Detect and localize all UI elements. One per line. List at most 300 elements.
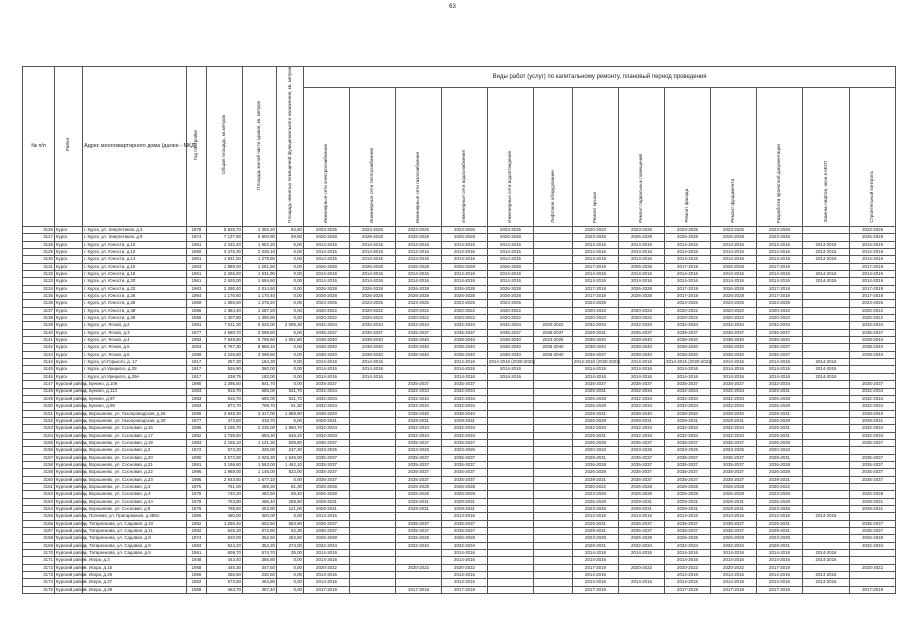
row-work-period: 2032-2034 — [665, 395, 711, 402]
row-work-period — [534, 248, 573, 255]
row-work-period — [803, 307, 850, 314]
row-work-period — [350, 432, 396, 439]
row-area-total: 9 767,30 — [207, 344, 243, 351]
row-work-period — [488, 454, 534, 461]
row-work-period — [488, 417, 534, 424]
row-area-living: 1 278,20 — [243, 300, 277, 307]
row-work-period — [488, 395, 534, 402]
row-area-nonliving: 52,30 — [277, 528, 304, 535]
row-area-total: 573,60 — [207, 579, 243, 586]
row-district: Курский район — [56, 528, 86, 533]
row-work-period: 2026-2028 — [396, 263, 442, 270]
row-work-period: 2032-2034 — [850, 322, 896, 329]
table-row — [23, 542, 896, 549]
table-row — [23, 285, 896, 292]
row-area-living: 1 982,20 — [243, 241, 277, 248]
row-work-period: 2023-2025 — [573, 491, 619, 498]
row-work-period: 2032-2034 — [665, 403, 711, 410]
row-address: г. Курск, ул.Горького, д. 17 — [83, 359, 187, 366]
row-address: д. Ворошнево, ул. Сосновая, д.23 — [83, 476, 187, 483]
row-area-nonliving: 0,00 — [277, 344, 304, 351]
row-area-living: 362,50 — [243, 535, 277, 542]
row-work-period: 2026-2028 — [396, 491, 442, 498]
row-work-period: 2014-2016 — [488, 373, 534, 380]
row-work-period — [488, 528, 534, 535]
row-work-period: 2035-2037 — [350, 329, 396, 336]
row-district: Курск — [55, 278, 83, 285]
row-work-period: 2014-2016 — [711, 579, 757, 586]
row-area-living: 1 694,60 — [243, 278, 277, 285]
row-work-period: 2014-2016 — [757, 557, 803, 564]
row-district: Курский район — [56, 476, 86, 482]
row-work-period: 2014-2016 — [304, 278, 350, 285]
row-number: 3151 — [23, 410, 55, 417]
row-work-period: 2026-2028 — [573, 403, 619, 410]
row-work-period — [350, 469, 396, 476]
row-work-period: 2014-2016 — [573, 366, 619, 373]
row-work-period: 2023-2025 — [442, 447, 488, 454]
row-work-period: 2023-2025 — [442, 300, 488, 307]
row-work-period: 2014-2016 — [619, 271, 665, 278]
row-area-nonliving: 1 889,90 — [277, 410, 304, 417]
row-district: Курский район — [56, 542, 86, 548]
row-work-period: 2035-2037 — [619, 476, 665, 483]
row-district: Курский район — [56, 579, 86, 585]
row-work-period — [534, 425, 573, 432]
row-address: г. Курск, ул. Юности, д.10 — [83, 241, 187, 248]
row-work-period: 2032-2034 — [304, 403, 350, 410]
row-work-period: 2035-2037 — [850, 476, 896, 483]
row-work-period: 2023-2025 — [396, 447, 442, 454]
row-work-period: 2029-2031 — [850, 506, 896, 513]
row-area-living: 230,50 — [243, 572, 277, 579]
row-work-period: 2026-2028 — [665, 483, 711, 490]
row-area-nonliving: 0,00 — [277, 271, 304, 278]
header-work-6: Ремонт крыши — [573, 87, 619, 226]
row-work-period — [350, 403, 396, 410]
row-number: 3169 — [23, 542, 55, 549]
header-work-1: Инженерные сети теплоснабжения — [350, 87, 396, 226]
row-work-period — [534, 535, 573, 542]
row-area-nonliving: 0,00 — [277, 351, 304, 358]
row-work-period: 2014-2016 — [573, 550, 619, 557]
row-work-period — [534, 476, 573, 483]
row-work-period — [534, 381, 573, 388]
row-work-period: 2014-2016 — [711, 241, 757, 248]
row-district: Курский район — [56, 461, 86, 467]
row-district: Курский район — [56, 425, 86, 431]
row-work-period: 2026-2028 — [396, 234, 442, 241]
row-district: Курский район — [56, 586, 86, 592]
row-work-period: 2017-2019 — [573, 285, 619, 292]
row-work-period: 2032-2034 — [304, 388, 350, 395]
row-work-period — [534, 528, 573, 535]
row-work-period — [850, 557, 896, 564]
row-year: 1977 — [187, 329, 207, 336]
row-work-period: 2032-2034 — [573, 322, 619, 329]
row-work-period: 2032-2034 — [711, 432, 757, 439]
row-work-period: 2014-2016 — [442, 373, 488, 380]
row-area-living: 574,70 — [243, 550, 277, 557]
row-area-living: 602,50 — [243, 520, 277, 527]
row-work-period: 2029-2031 — [757, 528, 803, 535]
row-district: Курск — [55, 256, 83, 263]
row-work-period: 2017-2019 — [573, 293, 619, 300]
row-area-total: 916,70 — [207, 388, 243, 395]
row-work-period: 2035-2037 — [665, 528, 711, 535]
row-address: д. Ворошнево, ул. Сосновая, д.5 — [83, 506, 187, 513]
row-work-period: 2026-2028 — [573, 439, 619, 446]
row-work-period: 2038-2040 — [442, 351, 488, 358]
row-area-nonliving: 62,60 — [277, 226, 304, 233]
row-district: Курск — [55, 322, 83, 329]
row-work-period: 2014-2016 — [665, 278, 711, 285]
row-work-period: 2035-2037 — [850, 381, 896, 388]
row-work-period — [803, 395, 850, 402]
row-area-total: 1 384,40 — [207, 307, 243, 314]
row-area-nonliving: 237,30 — [277, 447, 304, 454]
row-work-period: 2020-2022 — [488, 315, 534, 322]
row-work-period: 2020-2022 — [304, 564, 350, 571]
table-row — [23, 557, 896, 564]
row-area-total: 257,30 — [207, 359, 243, 366]
row-work-period: 2020-2022 — [488, 307, 534, 314]
row-work-period: 2014-2016 — [350, 373, 396, 380]
row-work-period: 2014-2016 — [803, 550, 850, 557]
row-work-period: 2038-2040 — [350, 344, 396, 351]
row-area-nonliving: 546,20 — [277, 432, 304, 439]
row-work-period: 2026-2028 — [619, 535, 665, 542]
row-number: 3175 — [23, 586, 55, 593]
row-work-period: 2014-2016 — [665, 241, 711, 248]
row-number: 3165 — [23, 513, 55, 520]
row-work-period: 2035-2037 — [850, 454, 896, 461]
row-work-period — [396, 366, 442, 373]
row-address: г. Курск, ул. Юности, д.14 — [83, 256, 187, 263]
row-number: 3132 — [23, 271, 55, 278]
row-district: Курск — [55, 263, 83, 270]
row-work-period: 2032-2034 — [711, 395, 757, 402]
row-work-period: 2029-2031 — [850, 498, 896, 505]
row-work-period: 2014-2016 — [803, 256, 850, 263]
row-work-period: 2032-2034 — [757, 322, 803, 329]
row-work-period — [350, 506, 396, 513]
row-work-period: 2023-2025 — [711, 447, 757, 454]
row-work-period: 2032-2034 — [488, 322, 534, 329]
row-address: д. Бунино, д.99 — [83, 403, 187, 410]
row-area-nonliving: 274,00 — [277, 542, 304, 549]
row-work-period: 2038-2040 — [304, 351, 350, 358]
row-number: 3141 — [23, 337, 55, 344]
row-work-period: 2032-2034 — [573, 425, 619, 432]
row-work-period: 2032-2034 — [665, 388, 711, 395]
row-district: Курский район — [56, 564, 86, 570]
row-work-period: 2014-2016 — [850, 256, 896, 263]
row-district: Курск — [55, 344, 83, 351]
row-work-period — [488, 520, 534, 527]
row-work-period — [350, 439, 396, 446]
row-number: 3160 — [23, 476, 55, 483]
row-work-period: 2026-2028 — [304, 285, 350, 292]
row-work-period: 2014-2016 — [619, 366, 665, 373]
row-area-total: 480,00 — [207, 513, 243, 520]
row-work-period: 2026-2028 — [757, 403, 803, 410]
table-row — [23, 550, 896, 557]
table-row — [23, 535, 896, 542]
row-area-total: 526,90 — [207, 366, 243, 373]
row-area-total: 473,80 — [207, 417, 243, 424]
row-year: 1996 — [187, 469, 207, 476]
row-address: д. Ворошнево, ул. Сосновая, д.20 — [83, 454, 187, 461]
header-work-9: Ремонт фундамента — [711, 87, 757, 226]
row-work-period: 2020-2022 — [396, 315, 442, 322]
row-year: 1982 — [187, 520, 207, 527]
row-work-period: 2014-2016 — [665, 271, 711, 278]
row-year: 2004 — [187, 344, 207, 351]
row-work-period: 2032-2034 — [396, 395, 442, 402]
row-district: Курский район — [56, 513, 86, 519]
row-work-period: 2023-2025 — [665, 300, 711, 307]
row-work-period — [396, 359, 442, 366]
row-work-period: 2020-2022 — [304, 307, 350, 314]
row-address: д. Ворошнево, ул. Сосновая, д.21 — [83, 461, 187, 468]
row-work-period — [488, 439, 534, 446]
row-work-period: 2014-2016 — [488, 248, 534, 255]
row-work-period — [534, 498, 573, 505]
row-address: г. Курск, ул. Юности, д.12 — [83, 248, 187, 255]
table-row — [23, 248, 896, 255]
row-district: Курский район — [56, 410, 86, 416]
row-work-period — [803, 315, 850, 322]
row-work-period: 2032-2034 — [396, 425, 442, 432]
row-year: 1983 — [187, 395, 207, 402]
row-work-period: 2035-2037 — [850, 461, 896, 468]
row-work-period: 2014-2016 — [757, 248, 803, 255]
row-district: Курск — [55, 373, 83, 380]
row-work-period: 2026-2028 — [396, 285, 442, 292]
row-work-period: 2032-2034 — [711, 403, 757, 410]
row-work-period: 2026-2028 — [757, 417, 803, 424]
row-work-period — [350, 388, 396, 395]
table-row — [23, 226, 896, 233]
row-year: 1966 — [187, 307, 207, 314]
row-work-period: 2020-2022 — [757, 483, 803, 490]
row-work-period: 2026-2028 — [304, 263, 350, 270]
row-work-period: 2035-2037 — [850, 439, 896, 446]
row-area-total: 1 176,60 — [207, 293, 243, 300]
row-work-period: 2035-2037 — [442, 461, 488, 468]
page-number: 63 — [449, 4, 456, 10]
row-work-period — [350, 447, 396, 454]
row-area-total: 620,00 — [207, 535, 243, 542]
row-work-period: 2038-2040 — [396, 410, 442, 417]
row-work-period: 2020-2022 — [442, 564, 488, 571]
row-work-period: 2014-2016 — [396, 248, 442, 255]
row-work-period: 2029-2031 — [665, 417, 711, 424]
row-work-period: 2017-2019 — [757, 586, 803, 593]
row-work-period: 2023-2025 — [711, 300, 757, 307]
row-work-period: 2032-2034 — [711, 388, 757, 395]
row-work-period: 2014-2016 — [304, 366, 350, 373]
row-area-total: 624,20 — [207, 542, 243, 549]
row-work-period: 2038-2040 — [350, 351, 396, 358]
row-district: Курск — [55, 293, 83, 300]
row-address: д. Ворошнево, ул. Газопроводская, д.26 — [83, 410, 187, 417]
row-work-period: 2038-2040 — [488, 344, 534, 351]
row-work-period: 2035-2037 — [396, 329, 442, 336]
row-work-period: 2026-2028 — [711, 293, 757, 300]
row-number: 3156 — [23, 447, 55, 454]
row-work-period: 2035-2037 — [304, 454, 350, 461]
row-year: 1981 — [187, 322, 207, 329]
row-work-period: 2026-2028 — [304, 234, 350, 241]
row-work-period: 2014-2016 — [619, 550, 665, 557]
row-work-period: 2038-2040 — [304, 410, 350, 417]
row-year: 1961 — [187, 278, 207, 285]
row-number: 3164 — [23, 506, 55, 513]
row-district: Курск — [55, 359, 83, 366]
row-work-period — [350, 572, 396, 579]
row-year: 1978 — [187, 226, 207, 233]
row-work-period: 2026-2028 — [711, 263, 757, 270]
row-work-period — [488, 432, 534, 439]
row-year: 1983 — [187, 542, 207, 549]
row-work-period: 2014-2016 — [488, 278, 534, 285]
row-work-period: 2014-2016 — [573, 256, 619, 263]
row-area-living: 356,80 — [243, 557, 277, 564]
row-work-period: 2023-2025 — [573, 300, 619, 307]
row-year: 1961 — [187, 256, 207, 263]
row-work-period — [488, 425, 534, 432]
row-area-nonliving: 653,90 — [277, 520, 304, 527]
row-work-period — [803, 293, 850, 300]
row-work-period — [803, 425, 850, 432]
row-work-period: 2014-2016 — [803, 366, 850, 373]
row-work-period: 2029-2031 — [665, 498, 711, 505]
row-work-period — [850, 359, 896, 366]
row-work-period: 2032-2034 — [304, 425, 350, 432]
row-number: 3142 — [23, 344, 55, 351]
row-work-period: 2026-2028 — [396, 483, 442, 490]
row-work-period: 2035-2037 — [304, 381, 350, 388]
row-work-period: 2020-2022 — [850, 307, 896, 314]
row-work-period: 2014-2016 — [396, 241, 442, 248]
table-row — [23, 322, 896, 329]
row-work-period: 2038-2040 — [534, 351, 573, 358]
row-work-period: 2029-2031 — [573, 542, 619, 549]
row-work-period: 2026-2028 — [396, 535, 442, 542]
row-work-period: 2035-2037 — [665, 439, 711, 446]
row-work-period: 2014-2016 — [803, 373, 850, 380]
row-area-nonliving: 262,50 — [277, 535, 304, 542]
row-year: 1963 — [187, 263, 207, 270]
row-work-period: 2035-2037 — [711, 461, 757, 468]
row-work-period: 2032-2034 — [619, 403, 665, 410]
row-work-period — [350, 535, 396, 542]
row-year: 1956 — [187, 513, 207, 520]
row-work-period: 2032-2034 — [850, 432, 896, 439]
row-work-period: 2029-2031 — [757, 425, 803, 432]
row-work-period: 2035-2037 — [665, 520, 711, 527]
row-year: 1969 — [187, 300, 207, 307]
row-area-total: 625,20 — [207, 528, 243, 535]
row-work-period: 2029-2031 — [665, 506, 711, 513]
row-address: г. Курск, ул. Энергетиков, д.3 — [83, 226, 187, 233]
row-work-period: 2026-2028 — [396, 293, 442, 300]
row-area-living: 2 014,50 — [243, 285, 277, 292]
row-work-period: 2032-2034 — [757, 381, 803, 388]
row-work-period: 2032-2034 — [442, 403, 488, 410]
row-area-nonliving: 0,00 — [277, 248, 304, 255]
row-area-living: 347,50 — [243, 564, 277, 571]
row-work-period: 2017-2019 — [665, 586, 711, 593]
row-work-period: 2014-2016 — [442, 579, 488, 586]
row-work-period: 2026-2028 — [488, 263, 534, 270]
table-row — [23, 293, 896, 300]
row-work-period: 2023-2025 — [573, 506, 619, 513]
row-work-period: 2014-2016 — [711, 256, 757, 263]
row-work-period: 2014-2016 — [619, 278, 665, 285]
row-district: Курский район — [56, 432, 86, 438]
row-work-period: 2014-2016 — [573, 513, 619, 520]
row-district: Курский район — [56, 491, 86, 497]
row-work-period: 2014-2016 — [803, 359, 850, 366]
row-area-total: 1 968,00 — [207, 469, 243, 476]
header-work-11: Замена лифтов, окон и МОП — [803, 87, 850, 226]
row-work-period: 2029-2031 — [396, 498, 442, 505]
table-body — [23, 226, 896, 593]
row-work-period — [803, 300, 850, 307]
row-work-period: 2032-2034 — [442, 542, 488, 549]
row-address: д. Бунино, д.113 — [83, 388, 187, 395]
table-row — [23, 307, 896, 314]
row-number: 3137 — [23, 307, 55, 314]
row-area-living: 1 131,30 — [243, 439, 277, 446]
table-row — [23, 337, 896, 344]
row-work-period: 2014-2016 — [665, 256, 711, 263]
row-district: Курский район — [56, 483, 86, 489]
row-work-period: 2014-2016 — [442, 241, 488, 248]
row-work-period: 2035-2037 — [757, 344, 803, 351]
table-row — [23, 403, 896, 410]
row-work-period: 2035-2037 — [619, 439, 665, 446]
row-year: 1975 — [187, 483, 207, 490]
row-work-period: 2014-2016 — [619, 373, 665, 380]
row-work-period — [534, 439, 573, 446]
row-work-period: 2023-2025 — [619, 447, 665, 454]
row-address: г. Курск, ул. Энергетиков, д.9 — [83, 234, 187, 241]
row-area-living: 572,90 — [243, 528, 277, 535]
row-work-period — [534, 300, 573, 307]
table-row — [23, 256, 896, 263]
row-work-period: 2014-2016 — [803, 278, 850, 285]
row-area-total: 916,70 — [207, 395, 243, 402]
row-work-period — [488, 542, 534, 549]
row-work-period: 2035-2037 — [534, 329, 573, 336]
row-work-period: 2020-2022 — [573, 307, 619, 314]
row-work-period — [534, 564, 573, 571]
row-work-period: 2017-2019 — [757, 293, 803, 300]
row-work-period: 2026-2028 — [619, 263, 665, 270]
header-work-5: Лифтовое оборудование — [534, 87, 573, 226]
row-area-living: 336,00 — [243, 447, 277, 454]
row-address: г. Курск, ул. Юности, д.18 — [83, 271, 187, 278]
row-work-period: 2014-2016 — [304, 550, 350, 557]
row-work-period — [534, 256, 573, 263]
row-work-period: 2026-2028 — [619, 293, 665, 300]
table-row — [23, 351, 896, 358]
row-work-period: 2020-2022 — [573, 483, 619, 490]
